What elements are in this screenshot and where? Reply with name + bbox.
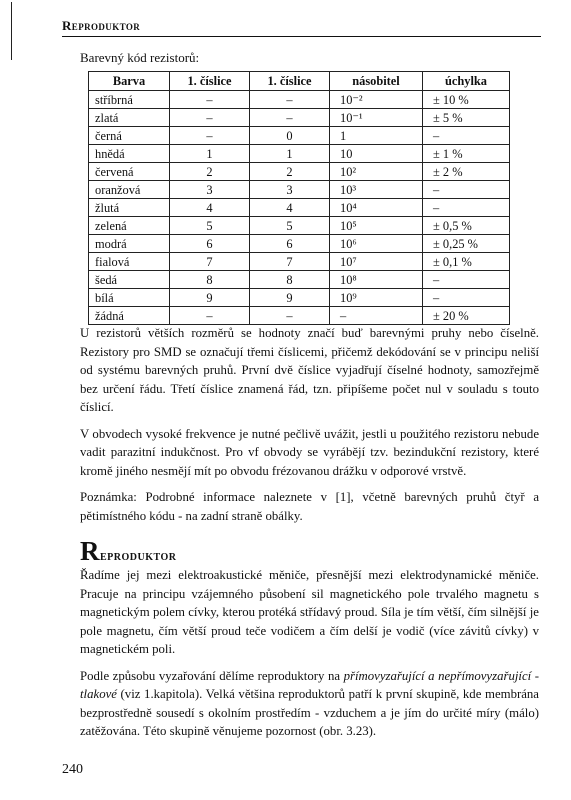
cell-digit-2: 1 [250, 145, 330, 163]
cell-multiplier: 10⁴ [330, 199, 423, 217]
cell-digit-2: 5 [250, 217, 330, 235]
table-header-row [89, 72, 510, 91]
cell-multiplier: 1 [330, 127, 423, 145]
table-row [89, 109, 510, 127]
table-row [89, 217, 510, 235]
paragraph-hf: V obvodech vysoké frekvence je nutné pečlivě uvážit, jestli u použitého rezistoru nebude vadit parazitní indukčnost. Pro vf obvody se vyrábějí tzv. bezindukční rezistory, které kromě jiného nesmějí mít po obvodu frézovanou drážku v odporové vrstvě. [80, 426, 539, 478]
cell-tolerance: – [423, 181, 510, 199]
cell-digit-1: 2 [170, 163, 250, 181]
cell-color: bílá [89, 289, 170, 307]
cell-tolerance: ± 20 % [423, 307, 510, 325]
cell-digit-2: 7 [250, 253, 330, 271]
cell-multiplier: 10² [330, 163, 423, 181]
cell-digit-1: – [170, 127, 250, 145]
paragraph-principle: Řadíme jej mezi elektroakustické měniče, přesnější mezi elektrodynamické měniče. Pracuje na principu vzájemného působení sil magnetického pole trvalého magnetu s magnetickým polem cívky, kterou protéká střídavý proud. Síla je tím větší, čím silnější je pole magnetu, čím větší proud teče vodičem a čím delší je vodič (více závitů cívky) v magnetickém poli. [80, 568, 539, 656]
cell-color: žádná [89, 307, 170, 325]
cell-multiplier: 10⁻² [330, 91, 423, 109]
running-head: Reproduktor [62, 18, 141, 33]
paragraph-types [80, 667, 539, 741]
table-row [89, 127, 510, 145]
types-emphasis: přímovyzařující a nepřímovyzařující - tlakové [80, 668, 539, 701]
cell-digit-1: 3 [170, 181, 250, 199]
cell-tolerance: – [423, 271, 510, 289]
text-block-bottom [80, 566, 539, 741]
cell-color: modrá [89, 235, 170, 253]
table-row [89, 181, 510, 199]
section-title-rest: eproduktor [100, 549, 177, 564]
cell-color: fialová [89, 253, 170, 271]
cell-color: hnědá [89, 145, 170, 163]
cell-tolerance: ± 5 % [423, 109, 510, 127]
cell-color: oranžová [89, 181, 170, 199]
margin-line [11, 2, 12, 60]
cell-tolerance: ± 10 % [423, 91, 510, 109]
paragraph-smd: U rezistorů větších rozměrů se hodnoty značí buď barevnými pruhy nebo číselně. Rezistory pro SMD se označují třemi číslicemi, přičemž dekódování se v principu neliší od systému barevných pruhů. První dvě číslice vyjadřují číselné hodnoty, samozřejmě bez určení řádu. Třetí číslice znamená řád, tzn. připíšeme počet nul v souladu s touto číslicí. [80, 326, 539, 414]
cell-digit-1: 5 [170, 217, 250, 235]
cell-digit-2: 4 [250, 199, 330, 217]
cell-color: stříbrná [89, 91, 170, 109]
cell-digit-1: – [170, 307, 250, 325]
table-row [89, 91, 510, 109]
page-number: 240 [62, 762, 83, 777]
cell-digit-1: 9 [170, 289, 250, 307]
cell-tolerance: ± 0,25 % [423, 235, 510, 253]
types-text-a: Podle způsobu vyzařování dělíme reproduktory na [80, 668, 344, 683]
cell-color: zelená [89, 217, 170, 235]
cell-digit-2: 9 [250, 289, 330, 307]
cell-color: červená [89, 163, 170, 181]
cell-tolerance: ± 0,1 % [423, 253, 510, 271]
table-row [89, 163, 510, 181]
cell-digit-2: – [250, 91, 330, 109]
cell-multiplier: 10⁶ [330, 235, 423, 253]
header-digit-1: 1. číslice [170, 72, 250, 91]
cell-multiplier: – [330, 307, 423, 325]
table-row [89, 199, 510, 217]
cell-multiplier: 10⁻¹ [330, 109, 423, 127]
cell-digit-2: – [250, 307, 330, 325]
cell-multiplier: 10⁵ [330, 217, 423, 235]
cell-color: zlatá [89, 109, 170, 127]
table-row [89, 289, 510, 307]
cell-digit-2: 3 [250, 181, 330, 199]
cell-digit-1: 8 [170, 271, 250, 289]
cell-digit-2: 6 [250, 235, 330, 253]
cell-digit-1: 7 [170, 253, 250, 271]
table-row [89, 235, 510, 253]
cell-color: žlutá [89, 199, 170, 217]
table-row [89, 307, 510, 325]
cell-multiplier: 10⁸ [330, 271, 423, 289]
header-tolerance: úchylka [423, 72, 510, 91]
cell-tolerance: ± 1 % [423, 145, 510, 163]
cell-digit-1: – [170, 91, 250, 109]
header-multiplier: násobitel [330, 72, 423, 91]
cell-digit-1: 4 [170, 199, 250, 217]
section-initial: R [80, 536, 100, 566]
cell-digit-1: 1 [170, 145, 250, 163]
cell-color: černá [89, 127, 170, 145]
table-row [89, 145, 510, 163]
cell-tolerance: – [423, 199, 510, 217]
cell-multiplier: 10⁷ [330, 253, 423, 271]
cell-digit-2: 2 [250, 163, 330, 181]
cell-multiplier: 10⁹ [330, 289, 423, 307]
header-rule [62, 36, 541, 37]
cell-tolerance: – [423, 127, 510, 145]
cell-tolerance: ± 2 % [423, 163, 510, 181]
cell-digit-2: 0 [250, 127, 330, 145]
cell-digit-2: 8 [250, 271, 330, 289]
table-caption: Barevný kód rezistorů: [80, 50, 200, 65]
types-text-b: (viz 1.kapitola). Velká většina reproduktorů patří k první skupině, kde membrána bezprostředně sousedí s okolním prostředím - vzduchem a je jím do určité míry (málo) zatěžována. Této skupině věnujeme pozornost (obr. 3.23). [80, 687, 539, 738]
cell-digit-1: 6 [170, 235, 250, 253]
cell-digit-1: – [170, 109, 250, 127]
text-block-top [80, 324, 539, 525]
cell-color: šedá [89, 271, 170, 289]
cell-multiplier: 10 [330, 145, 423, 163]
resistor-color-code-table [88, 71, 510, 325]
table-row [89, 253, 510, 271]
cell-tolerance: – [423, 289, 510, 307]
table-row [89, 271, 510, 289]
cell-multiplier: 10³ [330, 181, 423, 199]
header-color: Barva [89, 72, 170, 91]
section-title [80, 536, 177, 567]
paragraph-note: Poznámka: Podrobné informace naleznete v [1], včetně barevných pruhů čtyř a pětimístného kódu - na zadní straně obálky. [80, 490, 539, 523]
cell-digit-2: – [250, 109, 330, 127]
header-digit-2: 1. číslice [250, 72, 330, 91]
cell-tolerance: ± 0,5 % [423, 217, 510, 235]
